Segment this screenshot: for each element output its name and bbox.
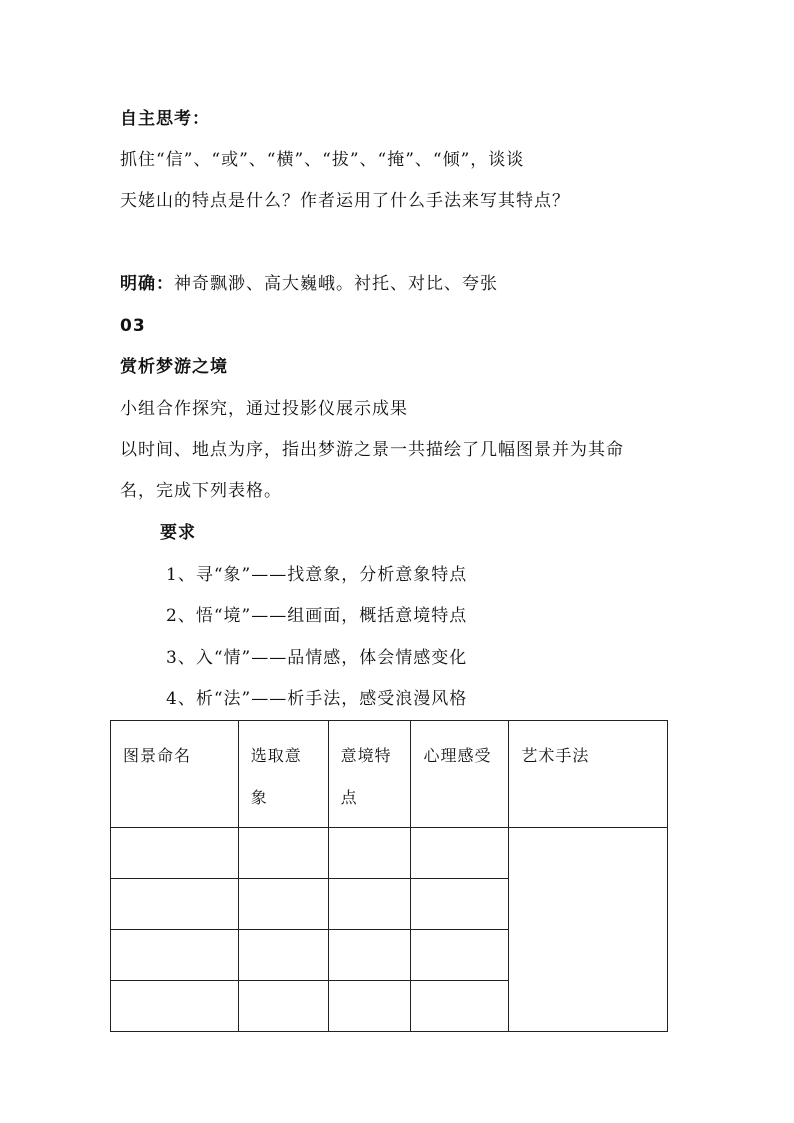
task-line-3: 名，完成下列表格。 — [120, 481, 282, 501]
table-cell[interactable] — [111, 930, 239, 981]
table-cell[interactable] — [411, 828, 509, 879]
self-think-heading: 自主思考： — [120, 109, 210, 129]
table-cell[interactable] — [411, 930, 509, 981]
header-scene-name — [111, 721, 239, 828]
header-scene-name-text: 图景命名 — [123, 746, 192, 765]
table-header-row — [111, 721, 668, 828]
requirement-item: 2、悟“境”——组画面，概括意境特点 — [166, 606, 468, 626]
task-line-2: 以时间、地点为序，指出梦游之景一共描绘了几幅图景并为其命 — [120, 440, 624, 460]
table-cell[interactable] — [111, 879, 239, 930]
table-cell[interactable] — [238, 828, 328, 879]
header-feeling — [411, 721, 509, 828]
question-line-2: 天姥山的特点是什么？作者运用了什么手法来写其特点？ — [120, 191, 570, 211]
table-row — [111, 828, 668, 879]
section-number: 03 — [120, 316, 146, 336]
header-technique — [509, 721, 668, 828]
header-technique-text: 艺术手法 — [521, 746, 590, 765]
table-cell[interactable] — [111, 828, 239, 879]
task-line-1: 小组合作探究，通过投影仪展示成果 — [120, 399, 408, 419]
requirement-item: 4、析“法”——析手法，感受浪漫风格 — [166, 689, 468, 709]
requirement-item: 1、寻“象”——找意象，分析意象特点 — [166, 565, 468, 585]
table-cell[interactable] — [238, 930, 328, 981]
answer-text: 神奇飘渺、高大巍峨。衬托、对比、夸张 — [174, 274, 498, 294]
table-cell[interactable] — [111, 981, 239, 1032]
table-cell[interactable] — [328, 828, 411, 879]
question-line-1: 抓住“信”、“或”、“横”、“拔”、“掩”、“倾”，谈谈 — [120, 150, 525, 170]
header-mood-text: 意境特点 — [340, 746, 392, 807]
table-cell[interactable] — [238, 981, 328, 1032]
header-imagery-text: 选取意象 — [250, 746, 302, 807]
section-title: 赏析梦游之境 — [120, 357, 228, 377]
header-feeling-text: 心理感受 — [423, 746, 492, 765]
table-cell[interactable] — [328, 930, 411, 981]
answer-line — [120, 272, 498, 296]
requirements-heading: 要求 — [160, 523, 196, 543]
header-mood — [328, 721, 411, 828]
table-cell[interactable] — [328, 879, 411, 930]
header-imagery — [238, 721, 328, 828]
answer-label: 明确： — [120, 274, 174, 294]
requirement-item: 3、入“情”——品情感，体会情感变化 — [166, 648, 468, 668]
table-cell[interactable] — [411, 879, 509, 930]
scene-table — [110, 720, 668, 1032]
table-cell[interactable] — [411, 981, 509, 1032]
technique-merged-cell[interactable] — [509, 828, 668, 1032]
table-cell[interactable] — [328, 981, 411, 1032]
table-cell[interactable] — [238, 879, 328, 930]
